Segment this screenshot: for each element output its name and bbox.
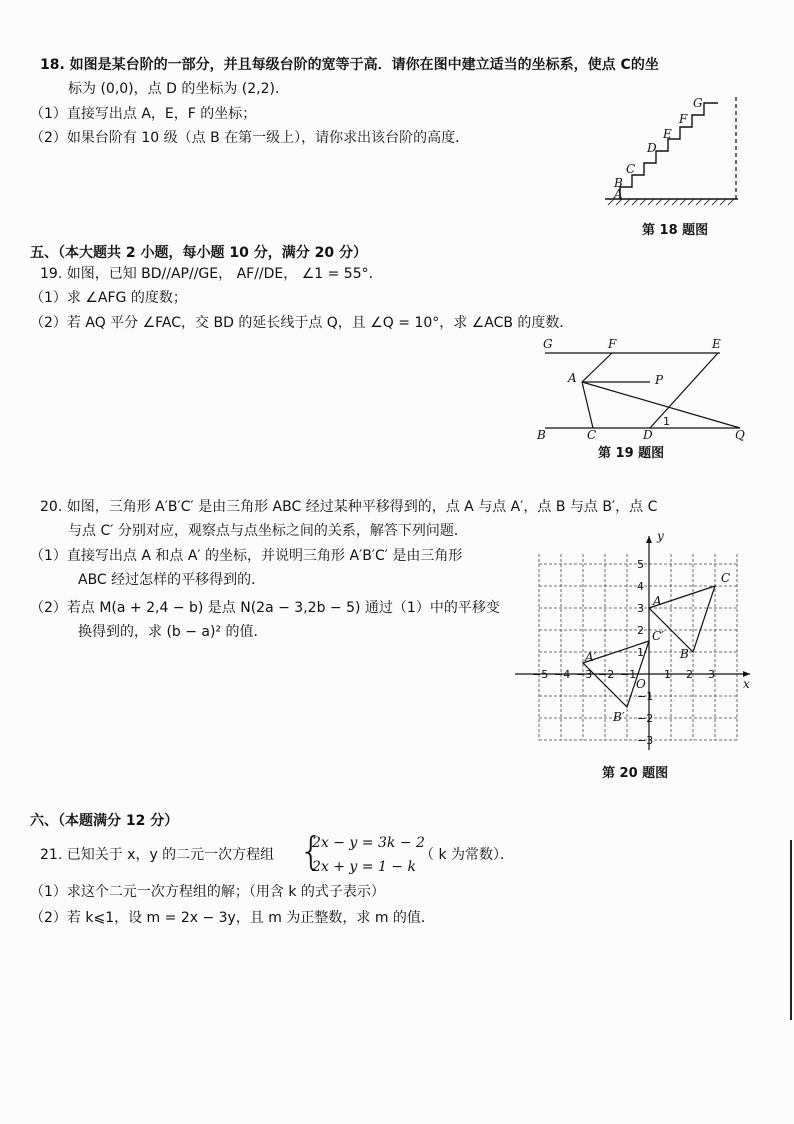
- section5-title: 五、（本大题共 2 小题，每小题 10 分，满分 20 分）: [30, 245, 367, 261]
- angle-1-label: 1: [663, 415, 670, 428]
- q21-part2: （2）若 k⩽1，设 m = 2x − 3y，且 m 为正整数，求 m 的值．: [30, 910, 435, 926]
- point-C1-label: C′: [652, 629, 664, 643]
- point-B-label: B: [680, 647, 689, 661]
- label-G: G: [543, 337, 553, 351]
- x-tick-label: −5: [532, 668, 549, 681]
- point-B1-label: B′: [613, 710, 625, 724]
- label-Q: Q: [735, 428, 745, 442]
- label-E: E: [712, 337, 721, 351]
- q20-caption: 第 20 题图: [602, 766, 669, 781]
- label-F: F: [679, 112, 688, 126]
- q20-part1b: ABC 经过怎样的平移得到的．: [78, 572, 266, 588]
- q18-caption: 第 18 题图: [642, 223, 709, 238]
- y-tick-label: 4: [637, 580, 644, 593]
- q21-equation-1: 2x − y = 3k − 2: [312, 835, 425, 851]
- q19-line1: 19. 如图，已知 BD//AP//GE， AF//DE， ∠1 = 55°．: [40, 266, 383, 282]
- x-tick-label: 3: [708, 668, 715, 681]
- label-B: B: [537, 428, 546, 442]
- x-axis-label: x: [743, 677, 750, 691]
- label-A: A: [568, 371, 577, 385]
- q19-caption: 第 19 题图: [598, 446, 665, 461]
- q21-intro: 21. 已知关于 x，y 的二元一次方程组: [40, 847, 275, 863]
- y-tick-label: 2: [637, 624, 644, 637]
- q18-part2: （2）如果台阶有 10 级（点 B 在第一级上），请你求出该台阶的高度．: [30, 130, 470, 146]
- section6-title: 六、（本题满分 12 分）: [30, 813, 179, 829]
- label-F: F: [608, 337, 617, 351]
- label-D: D: [647, 141, 657, 155]
- q20-line2: 与点 C′ 分别对应，观察点与点坐标之间的关系，解答下列问题．: [68, 523, 468, 539]
- label-E: E: [663, 127, 672, 141]
- label-P: P: [655, 373, 664, 387]
- label-B: B: [614, 176, 623, 190]
- y-tick-label: −3: [637, 734, 654, 747]
- point-C-label: C: [721, 571, 731, 585]
- stairs-figure: [600, 92, 745, 212]
- q20-part2b: 换得到的，求 (b − a)² 的值．: [78, 624, 268, 640]
- x-tick-label: 1: [664, 668, 671, 681]
- label-A: A: [614, 187, 623, 201]
- q20-part2a: （2）若点 M(a + 2,4 − b) 是点 N(2a − 3,2b − 5) 通过（1）中的平移变: [30, 600, 500, 616]
- q19-part2: （2）若 AQ 平分 ∠FAC，交 BD 的延长线于点 Q，且 ∠Q = 10°，求 ∠ACB 的度数．: [30, 315, 574, 331]
- q20-line1: 20. 如图，三角形 A′B′C′ 是由三角形 ABC 经过某种平移得到的，点 A 与点 A′，点 B 与点 B′，点 C: [40, 499, 658, 515]
- y-tick-label: −2: [637, 712, 654, 725]
- y-axis-label: y: [657, 529, 664, 543]
- y-tick-label: 5: [637, 558, 644, 571]
- point-A-label: A: [653, 594, 662, 608]
- q21-equation-2: 2x + y = 1 − k: [312, 859, 416, 875]
- page-edge-mark: [790, 840, 792, 1020]
- q18-part1: （1）直接写出点 A，E，F 的坐标；: [30, 106, 257, 122]
- y-tick-label: 3: [637, 602, 644, 615]
- parallel-lines-figure: [535, 336, 755, 446]
- q18-line1: 18. 如图是某台阶的一部分，并且每级台阶的宽等于高．请你在图中建立适当的坐标系，使点 C的坐: [40, 57, 659, 73]
- q21-part1: （1）求这个二元一次方程组的解；（用含 k 的式子表示）: [30, 884, 385, 900]
- label-C: C: [587, 428, 597, 442]
- q19-part1: （1）求 ∠AFG 的度数；: [30, 290, 187, 306]
- y-tick-label: 1: [637, 646, 644, 659]
- label-C: C: [626, 162, 636, 176]
- x-tick-label: −1: [620, 668, 637, 681]
- y-tick-label: −1: [637, 690, 654, 703]
- x-tick-label: −4: [554, 668, 571, 681]
- x-tick-label: −3: [576, 668, 593, 681]
- origin-label: O: [636, 677, 646, 691]
- point-A1-label: A′: [585, 650, 597, 664]
- equation-brace: {: [299, 829, 324, 873]
- label-G: G: [693, 96, 703, 110]
- label-D: D: [643, 428, 653, 442]
- q21-note: （ k 为常数）．: [420, 847, 515, 863]
- x-tick-label: −2: [598, 668, 615, 681]
- x-tick-label: 2: [686, 668, 693, 681]
- q20-part1a: （1）直接写出点 A 和点 A′ 的坐标，并说明三角形 A′B′C′ 是由三角形: [30, 548, 463, 564]
- coordinate-grid-figure: [510, 528, 758, 758]
- q18-line2: 标为 (0,0)，点 D 的坐标为 (2,2)．: [68, 81, 289, 97]
